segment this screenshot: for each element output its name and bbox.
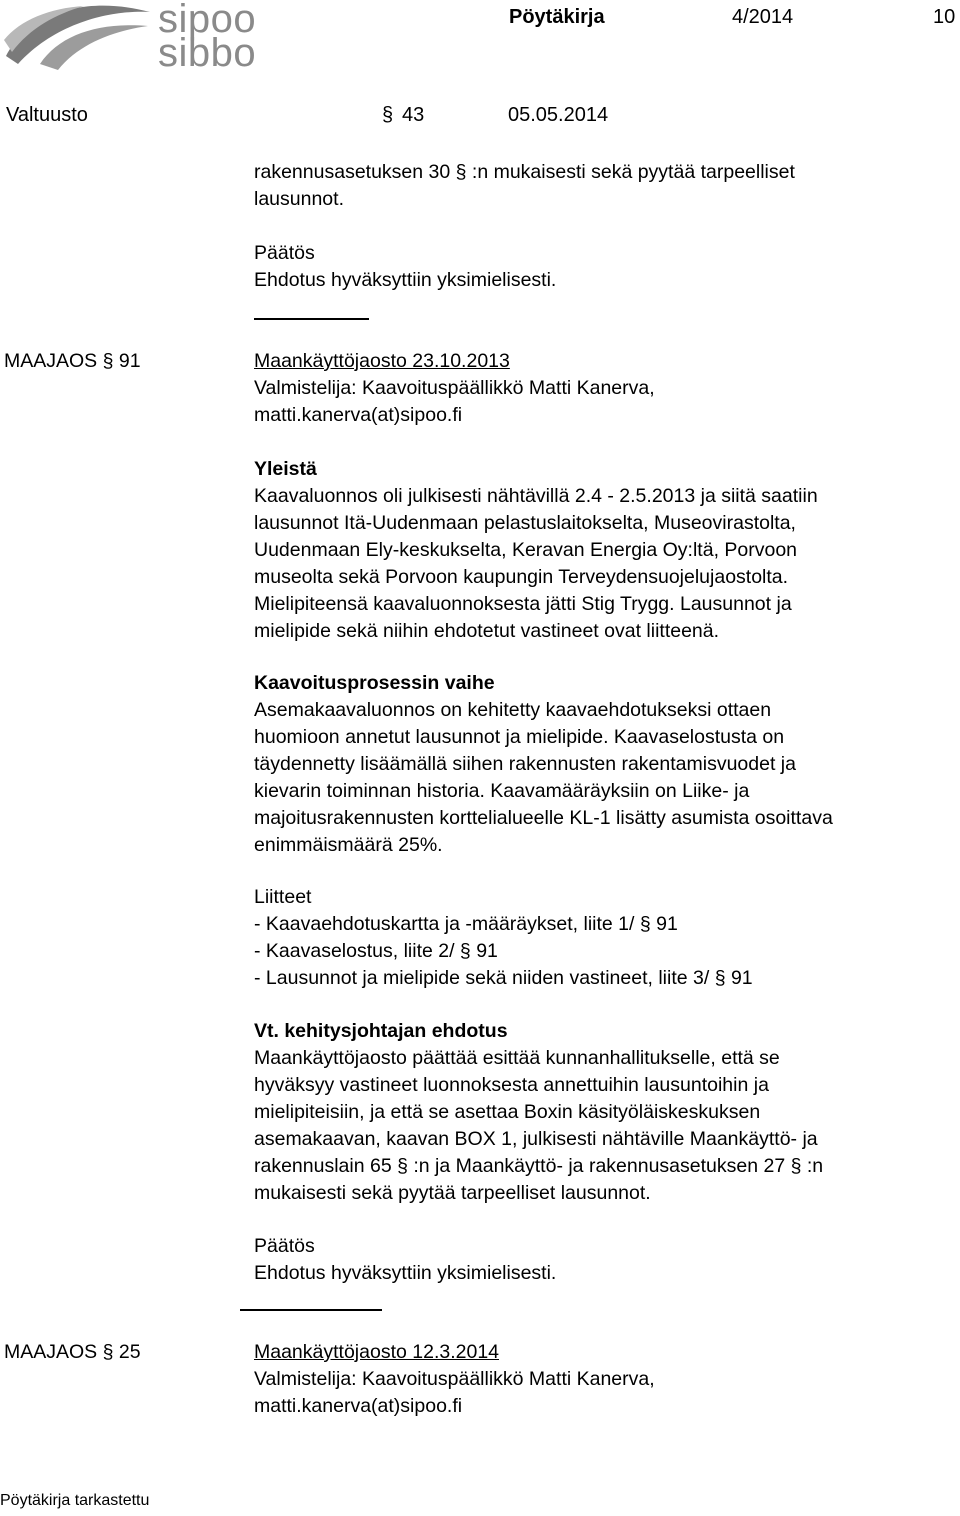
- section-number: 43: [402, 104, 425, 126]
- text-line: Asemakaavaluonnos on kehitetty kaavaehdotukseksi ottaen: [254, 699, 772, 721]
- text-line: rakennusasetuksen 30 § :n mukaisesti sekä pyytää tarpeelliset: [254, 161, 795, 183]
- text-line: Maankäyttöjaosto päättää esittää kunnanhallitukselle, että se: [254, 1047, 780, 1069]
- heading-proposal: Vt. kehitysjohtajan ehdotus: [254, 1020, 508, 1042]
- heading-general: Yleistä: [254, 458, 317, 480]
- text-line: mielipiteisiin, ja että se asettaa Boxin käsityöläiskeskuksen: [254, 1101, 761, 1123]
- attachment-item: - Kaavaehdotuskartta ja -määräykset, liite 1/ § 91: [254, 913, 678, 935]
- text-line: enimmäismäärä 25%.: [254, 834, 443, 856]
- text-line: museolta sekä Porvoon kaupungin Terveydensuojelujaostolta.: [254, 566, 789, 588]
- decision-label: Päätös: [254, 242, 315, 264]
- sipoo-logo: [0, 0, 260, 75]
- section-divider: [254, 318, 369, 320]
- logo-swoosh-icon: [0, 0, 160, 72]
- heading-phase: Kaavoitusprosessin vaihe: [254, 672, 495, 694]
- attachment-item: - Kaavaselostus, liite 2/ § 91: [254, 940, 498, 962]
- governing-body: Valtuusto: [6, 104, 88, 126]
- text-line: kievarin toiminnan historia. Kaavamääräyksiin on Liike- ja: [254, 780, 750, 802]
- text-line: Uudenmaan Ely-keskukselta, Keravan Energia Oy:ltä, Porvoon: [254, 539, 798, 561]
- meeting-reference: Maankäyttöjaosto 23.10.2013: [254, 350, 510, 372]
- logo-text-sibbo: sibbo: [158, 31, 257, 75]
- text-line: lausunnot.: [254, 188, 344, 210]
- logo-text-sipoo: sipoo: [158, 0, 257, 41]
- decision-text: Ehdotus hyväksyttiin yksimielisesti.: [254, 269, 557, 291]
- text-line: huomioon annetut lausunnot ja mielipide. Kaavaselostusta on: [254, 726, 785, 748]
- text-line: hyväksyy vastineet luonnoksesta annettuihin lausuntoihin ja: [254, 1074, 769, 1096]
- text-line: mielipide sekä niihin ehdotetut vastineet ovat liitteenä.: [254, 620, 720, 642]
- section-symbol: §: [382, 104, 394, 126]
- attachments-label: Liitteet: [254, 886, 312, 908]
- attachment-item: - Lausunnot ja mielipide sekä niiden vastineet, liite 3/ § 91: [254, 967, 753, 989]
- item-reference: MAAJAOS § 25: [4, 1341, 141, 1363]
- footer-label: Pöytäkirja tarkastettu: [0, 1492, 150, 1509]
- meeting-date: 05.05.2014: [508, 104, 609, 126]
- meeting-reference: Maankäyttöjaosto 12.3.2014: [254, 1341, 500, 1363]
- text-line: lausunnot Itä-Uudenmaan pelastuslaitokselta, Museovirastolta,: [254, 512, 796, 534]
- decision-label: Päätös: [254, 1235, 315, 1257]
- preparer: Valmistelija: Kaavoituspäällikkö Matti Kanerva,: [254, 377, 655, 399]
- decision-text: Ehdotus hyväksyttiin yksimielisesti.: [254, 1262, 557, 1284]
- text-line: majoitusrakennusten korttelialueelle KL-1 lisätty asumista osoittava: [254, 807, 833, 829]
- preparer: Valmistelija: Kaavoituspäällikkö Matti Kanerva,: [254, 1368, 655, 1390]
- text-line: mukaisesti sekä pyytää tarpeelliset lausunnot.: [254, 1182, 651, 1204]
- text-line: Kaavaluonnos oli julkisesti nähtävillä 2.4 - 2.5.2013 ja siitä saatiin: [254, 485, 818, 507]
- preparer-email: matti.kanerva(at)sipoo.fi: [254, 1395, 463, 1417]
- text-line: rakennuslain 65 § :n ja Maankäyttö- ja rakennusasetuksen 27 § :n: [254, 1155, 824, 1177]
- text-line: Mielipiteensä kaavaluonnoksesta jätti Stig Trygg. Lausunnot ja: [254, 593, 792, 615]
- doc-number: 4/2014: [732, 6, 794, 28]
- preparer-email: matti.kanerva(at)sipoo.fi: [254, 404, 463, 426]
- page-number: 10: [933, 6, 956, 28]
- item-reference: MAAJAOS § 91: [4, 350, 141, 372]
- section-divider: [240, 1309, 382, 1311]
- text-line: täydennetty lisäämällä siihen rakennusten rakentamisvuodet ja: [254, 753, 796, 775]
- doc-type: Pöytäkirja: [509, 6, 605, 28]
- text-line: asemakaavan, kaavan BOX 1, julkisesti nähtäville Maankäyttö- ja: [254, 1128, 818, 1150]
